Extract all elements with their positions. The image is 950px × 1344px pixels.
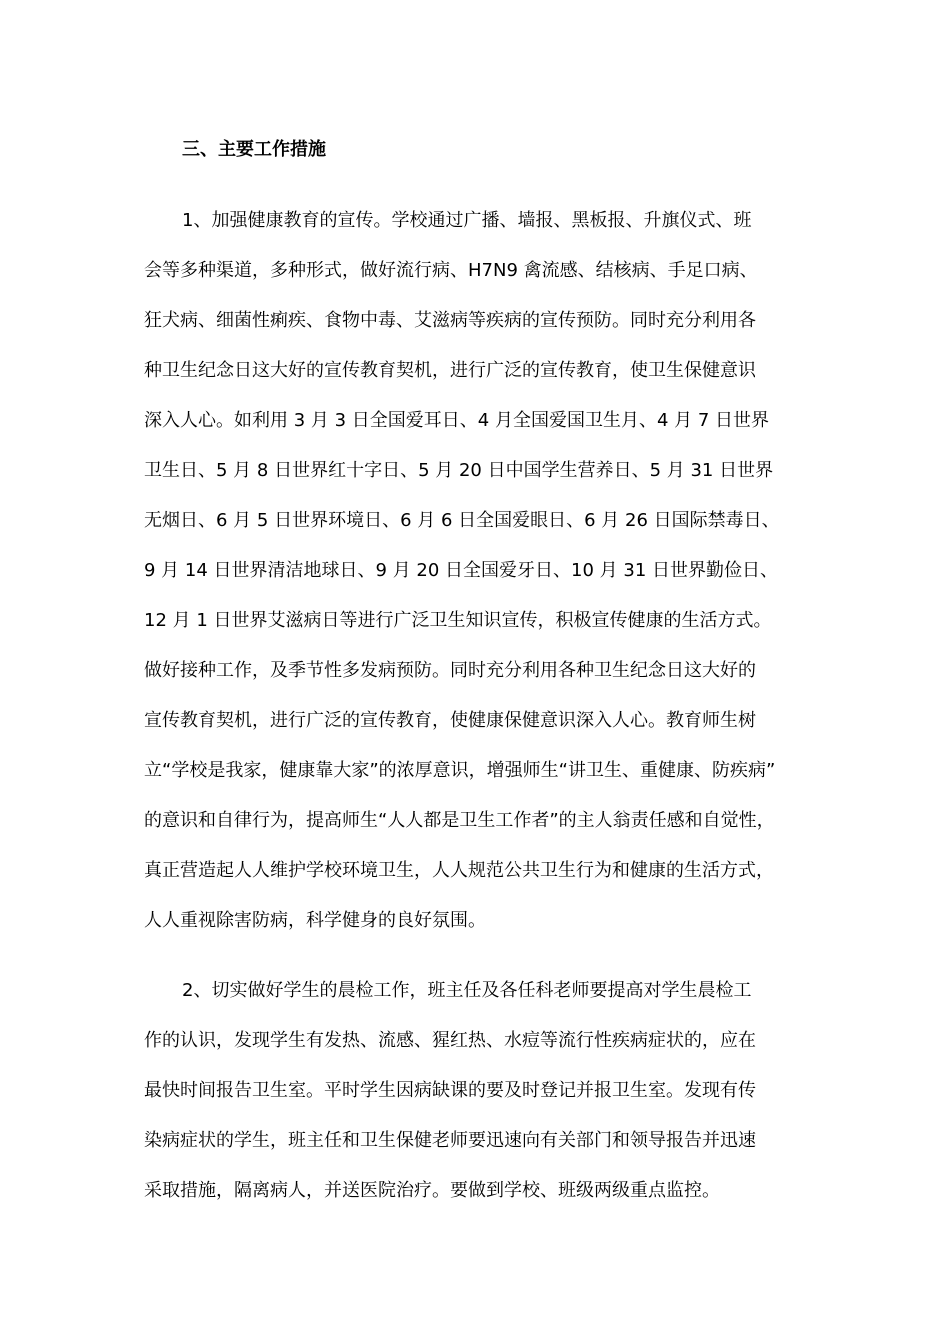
paragraph-health-education	[144, 209, 834, 959]
paragraph-line: 染病症状的学生，班主任和卫生保健老师要迅速向有关部门和领导报告并迅速	[144, 1130, 756, 1151]
paragraph-morning-check	[144, 979, 834, 1229]
paragraph-line: 种卫生纪念日这大好的宣传教育契机，进行广泛的宣传教育，使卫生保健意识	[144, 360, 756, 381]
paragraph-line: 狂犬病、细菌性痢疾、食物中毒、艾滋病等疾病的宣传预防。同时充分利用各	[144, 310, 756, 331]
paragraph-line: 深入人心。如利用 3 月 3 日全国爱耳日、4 月全国爱国卫生月、4 月 7 日世界	[144, 410, 770, 431]
paragraph-line: 会等多种渠道，多种形式，做好流行病、H7N9 禽流感、结核病、手足口病、	[144, 260, 758, 281]
paragraph-line: 宣传教育契机，进行广泛的宣传教育，使健康保健意识深入人心。教育师生树	[144, 710, 756, 731]
paragraph-line: 2、切实做好学生的晨检工作，班主任及各任科老师要提高对学生晨检工	[182, 980, 752, 1001]
paragraph-line: 立“学校是我家，健康靠大家”的浓厚意识，增强师生“讲卫生、重健康、防疾病”	[144, 760, 776, 781]
paragraph-line: 作的认识，发现学生有发热、流感、猩红热、水痘等流行性疾病症状的，应在	[144, 1030, 756, 1051]
paragraph-line: 12 月 1 日世界艾滋病日等进行广泛卫生知识宣传，积极宣传健康的生活方式。	[144, 610, 772, 631]
section-heading: 三、主要工作措施	[182, 139, 326, 160]
paragraph-line: 最快时间报告卫生室。平时学生因病缺课的要及时登记并报卫生室。发现有传	[144, 1080, 756, 1101]
paragraph-line: 的意识和自律行为，提高师生“人人都是卫生工作者”的主人翁责任感和自觉性，	[144, 810, 775, 831]
paragraph-line: 1、加强健康教育的宣传。学校通过广播、墙报、黑板报、升旗仪式、班	[182, 210, 752, 231]
paragraph-line: 无烟日、6 月 5 日世界环境日、6 月 6 日全国爱眼日、6 月 26 日国际禁毒日、	[144, 510, 780, 531]
paragraph-line: 做好接种工作，及季节性多发病预防。同时充分利用各种卫生纪念日这大好的	[144, 660, 756, 681]
paragraph-line: 9 月 14 日世界清洁地球日、9 月 20 日全国爱牙日、10 月 31 日世界勤俭日、	[144, 560, 779, 581]
paragraph-line: 人人重视除害防病，科学健身的良好氛围。	[144, 910, 486, 931]
paragraph-line: 真正营造起人人维护学校环境卫生，人人规范公共卫生行为和健康的生活方式，	[144, 860, 774, 881]
paragraph-line: 采取措施，隔离病人，并送医院治疗。要做到学校、班级两级重点监控。	[144, 1180, 720, 1201]
paragraph-line: 卫生日、5 月 8 日世界红十字日、5 月 20 日中国学生营养日、5 月 31 日世界	[144, 460, 774, 481]
